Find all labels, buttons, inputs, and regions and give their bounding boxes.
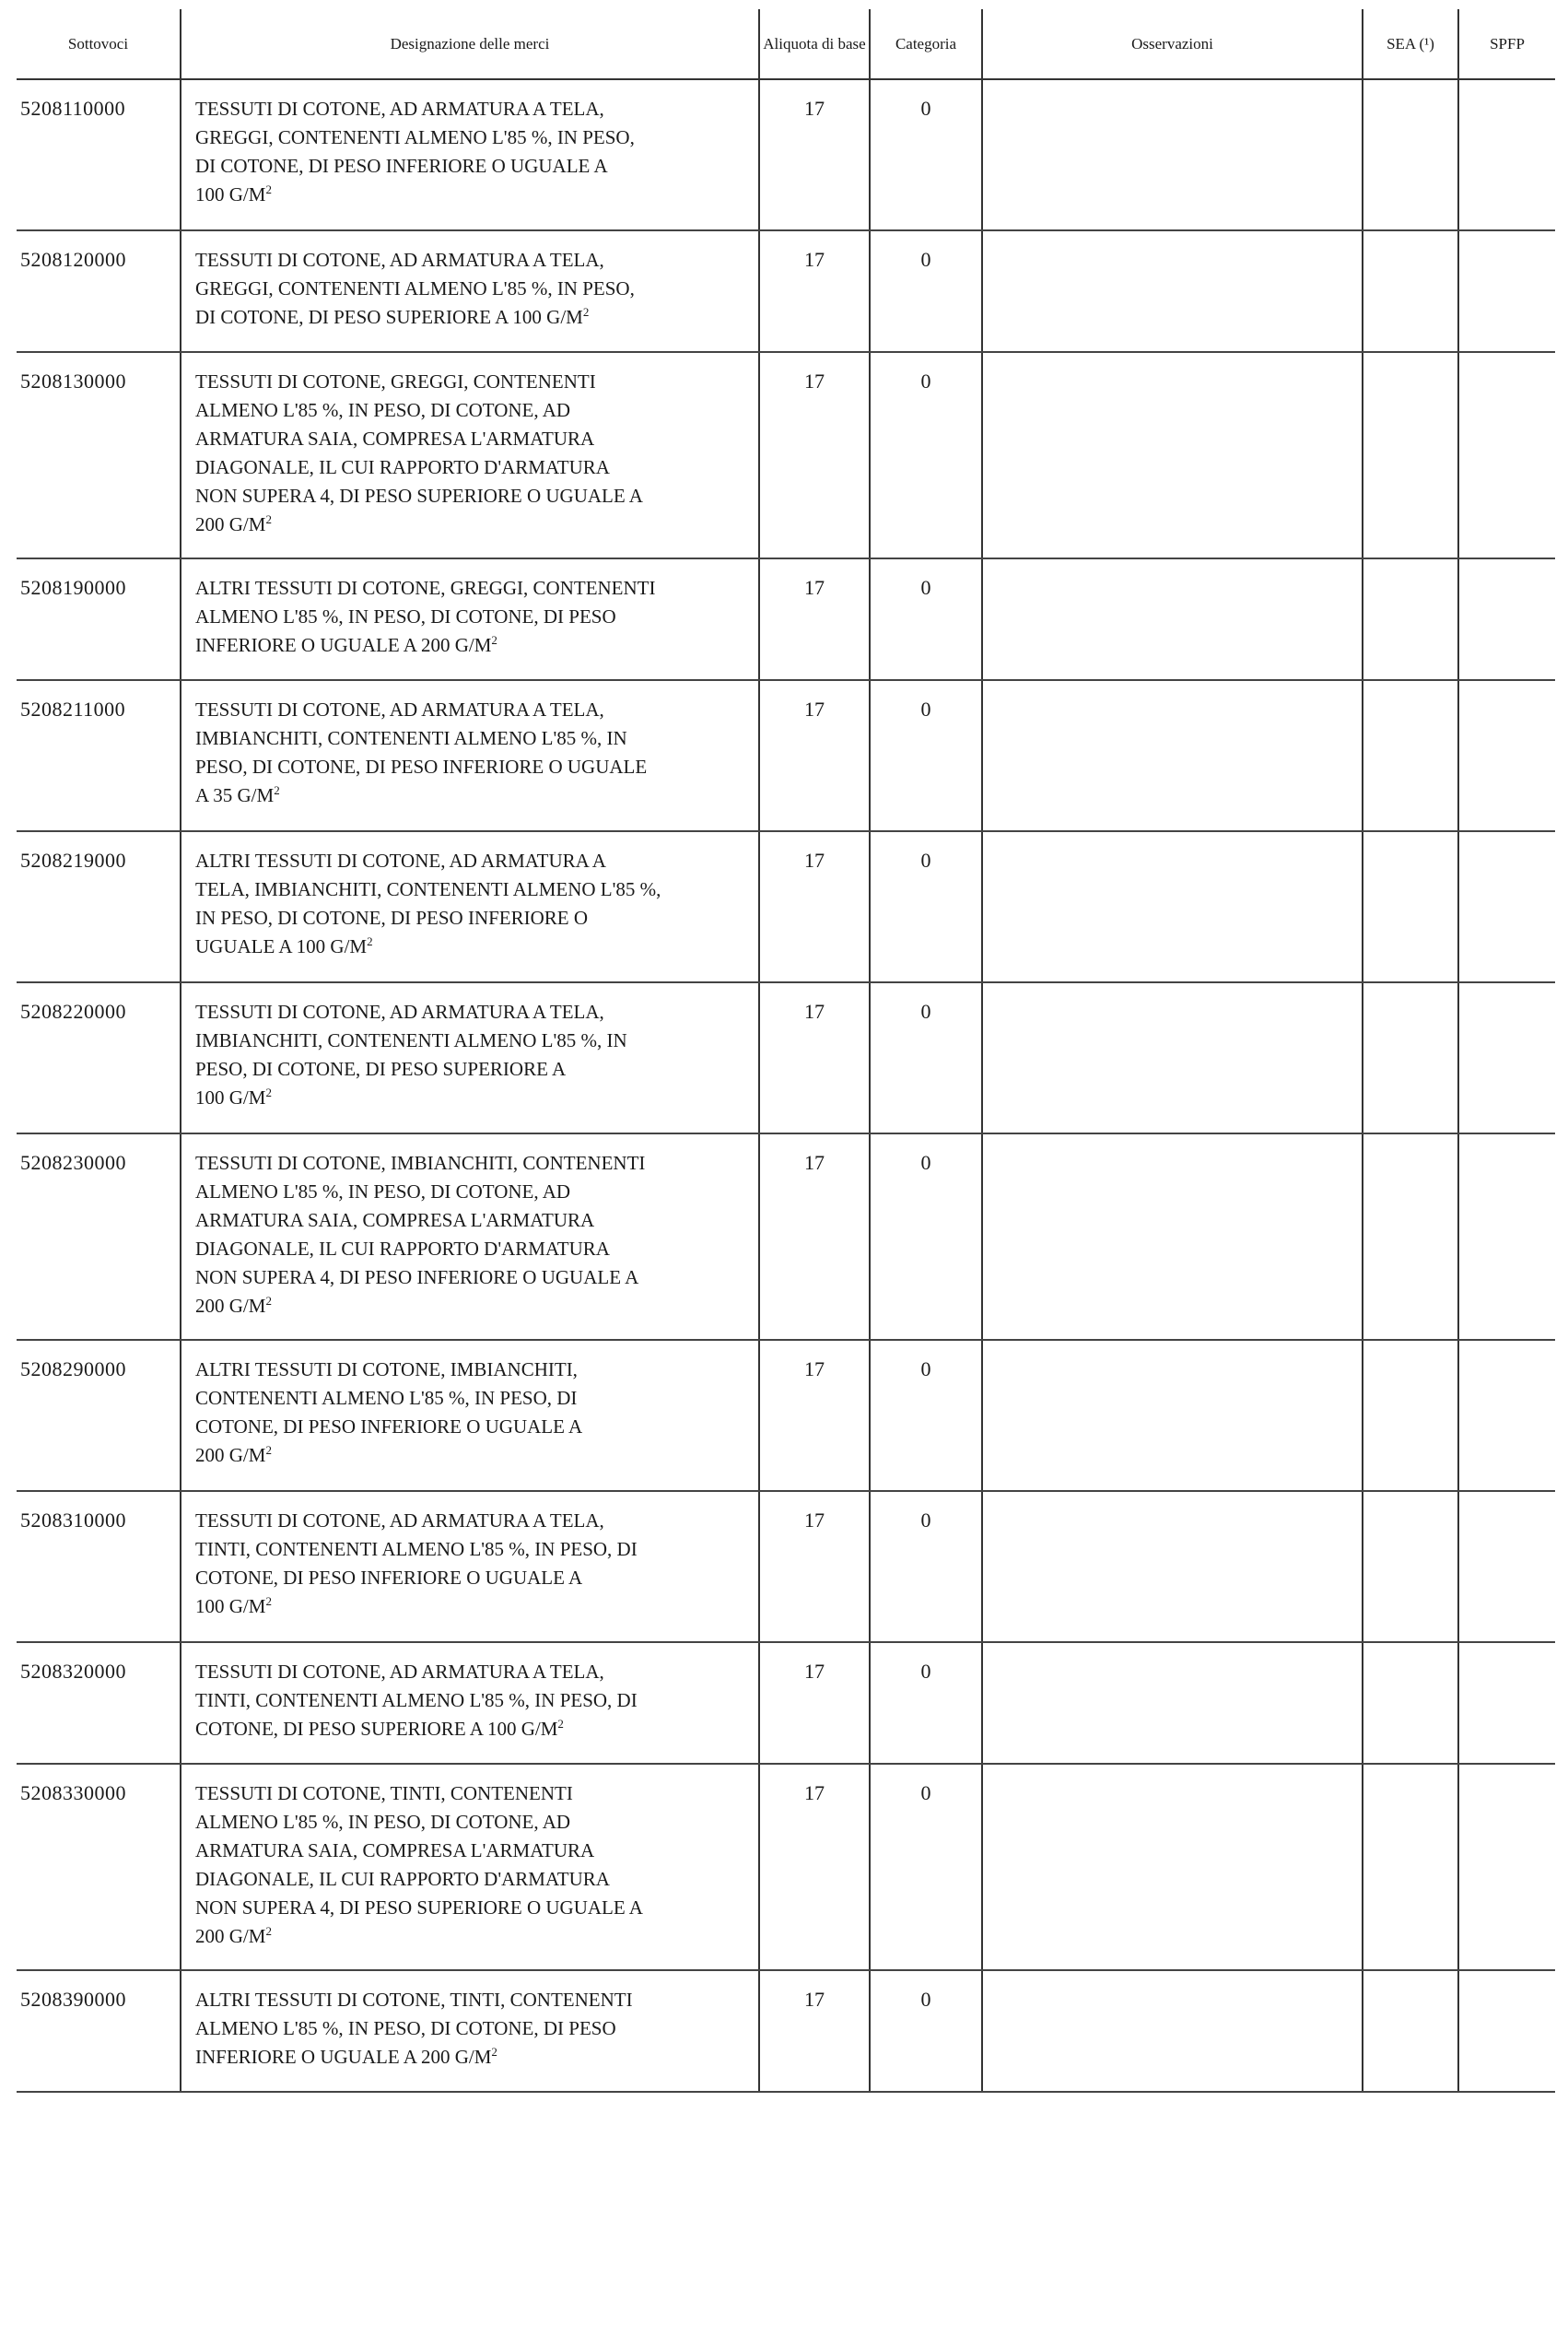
designazione-line: NON SUPERA 4, DI PESO SUPERIORE O UGUALE A [195,1896,643,1919]
cell-sottovoce: 5208190000 [17,558,181,680]
designazione-line: PESO, DI COTONE, DI PESO INFERIORE O UGUALE [195,756,648,778]
cell-osservazioni [982,1970,1363,2092]
designazione-line: ALMENO L'85 %, IN PESO, DI COTONE, AD [195,1180,571,1203]
cell-categoria: 0 [870,1133,982,1340]
designazione-line: 100 $G/M^2$ [195,182,272,205]
designazione-line: ALMENO L'85 %, IN PESO, DI COTONE, AD [195,1811,571,1833]
designazione-line: INFERIORE O UGUALE A 200 $G/M^2$ [195,2045,497,2068]
designazione-line: TESSUTI DI COTONE, AD ARMATURA A TELA, [195,98,604,120]
header-sottovoci: Sottovoci [17,9,181,79]
designazione-line: COTONE, DI PESO SUPERIORE A 100 $G/M^2$ [195,1717,564,1740]
designazione-line: ARMATURA SAIA, COMPRESA L'ARMATURA [195,428,595,450]
table-row [17,680,1555,831]
table-row [17,352,1555,558]
designazione-line: A 35 $G/M^2$ [195,783,280,806]
table-row [17,1491,1555,1642]
designazione-line: DI COTONE, DI PESO INFERIORE O UGUALE A [195,155,608,177]
table-row [17,831,1555,982]
designazione-line: 100 $G/M^2$ [195,1086,272,1109]
cell-categoria: 0 [870,831,982,982]
cell-spfp [1458,230,1555,352]
cell-designazione [181,982,759,1133]
designazione-line: DI COTONE, DI PESO SUPERIORE A 100 $G/M^2$ [195,305,590,328]
cell-sea [1363,230,1458,352]
cell-sottovoce: 5208390000 [17,1970,181,2092]
header-osservazioni: Osservazioni [982,9,1363,79]
tariff-document [17,9,1555,2093]
cell-spfp [1458,1133,1555,1340]
cell-osservazioni [982,79,1363,230]
cell-categoria: 0 [870,1340,982,1491]
designazione-line: NON SUPERA 4, DI PESO INFERIORE O UGUALE A [195,1266,639,1288]
cell-sea [1363,558,1458,680]
cell-sottovoce: 5208310000 [17,1491,181,1642]
table-row [17,1764,1555,1970]
table-body [17,79,1555,2092]
header-sea: SEA (¹) [1363,9,1458,79]
designazione-line: DIAGONALE, IL CUI RAPPORTO D'ARMATURA [195,456,610,478]
cell-osservazioni [982,680,1363,831]
cell-sea [1363,680,1458,831]
cell-sottovoce: 5208320000 [17,1642,181,1764]
cell-sea [1363,1133,1458,1340]
designazione-line: IN PESO, DI COTONE, DI PESO INFERIORE O [195,907,589,929]
cell-spfp [1458,79,1555,230]
cell-spfp [1458,831,1555,982]
designazione-line: 200 $G/M^2$ [195,512,272,535]
cell-sea [1363,831,1458,982]
cell-spfp [1458,680,1555,831]
designazione-line: ALTRI TESSUTI DI COTONE, GREGGI, CONTENENTI [195,577,656,599]
cell-sea [1363,1642,1458,1764]
designazione-line: ALTRI TESSUTI DI COTONE, IMBIANCHITI, [195,1358,578,1380]
cell-sea [1363,1970,1458,2092]
table-row [17,1340,1555,1491]
designazione-line: ALTRI TESSUTI DI COTONE, TINTI, CONTENENTI [195,1989,633,2011]
cell-categoria: 0 [870,1491,982,1642]
cell-sea [1363,1340,1458,1491]
cell-osservazioni [982,1764,1363,1970]
cell-categoria: 0 [870,558,982,680]
designazione-line: 200 $G/M^2$ [195,1294,272,1317]
designazione-line: PESO, DI COTONE, DI PESO SUPERIORE A [195,1058,567,1080]
cell-designazione [181,1642,759,1764]
cell-designazione [181,1133,759,1340]
designazione-line: DIAGONALE, IL CUI RAPPORTO D'ARMATURA [195,1238,610,1260]
cell-osservazioni [982,1642,1363,1764]
designazione-line: TESSUTI DI COTONE, AD ARMATURA A TELA, [195,1001,604,1023]
cell-spfp [1458,1340,1555,1491]
table-row [17,1970,1555,2092]
designazione-line: TINTI, CONTENENTI ALMENO L'85 %, IN PESO, DI [195,1689,638,1711]
designazione-line: ALTRI TESSUTI DI COTONE, AD ARMATURA A [195,850,606,872]
cell-designazione [181,79,759,230]
cell-aliquota: 17 [759,1642,870,1764]
designazione-line: TESSUTI DI COTONE, AD ARMATURA A TELA, [195,249,604,271]
cell-aliquota: 17 [759,1764,870,1970]
table-row [17,230,1555,352]
cell-aliquota: 17 [759,352,870,558]
designazione-line: CONTENENTI ALMENO L'85 %, IN PESO, DI [195,1387,578,1409]
designazione-line: TESSUTI DI COTONE, GREGGI, CONTENENTI [195,370,596,393]
designazione-line: ALMENO L'85 %, IN PESO, DI COTONE, DI PESO [195,2017,616,2039]
cell-sottovoce: 5208130000 [17,352,181,558]
cell-aliquota: 17 [759,79,870,230]
cell-designazione [181,1764,759,1970]
designazione-line: NON SUPERA 4, DI PESO SUPERIORE O UGUALE A [195,485,643,507]
cell-sea [1363,982,1458,1133]
cell-sea [1363,352,1458,558]
cell-designazione [181,831,759,982]
cell-osservazioni [982,352,1363,558]
cell-sottovoce: 5208110000 [17,79,181,230]
cell-osservazioni [982,1133,1363,1340]
cell-categoria: 0 [870,1764,982,1970]
designazione-line: COTONE, DI PESO INFERIORE O UGUALE A [195,1567,583,1589]
cell-spfp [1458,1491,1555,1642]
cell-sottovoce: 5208219000 [17,831,181,982]
designazione-line: 200 $G/M^2$ [195,1924,272,1947]
cell-sottovoce: 5208290000 [17,1340,181,1491]
header-designazione: Designazione delle merci [181,9,759,79]
table-row [17,1133,1555,1340]
cell-categoria: 0 [870,230,982,352]
table-row [17,79,1555,230]
cell-categoria: 0 [870,79,982,230]
designazione-line: ALMENO L'85 %, IN PESO, DI COTONE, DI PESO [195,605,616,628]
designazione-line: COTONE, DI PESO INFERIORE O UGUALE A [195,1415,583,1438]
cell-spfp [1458,1642,1555,1764]
cell-designazione [181,352,759,558]
cell-spfp [1458,1970,1555,2092]
cell-spfp [1458,558,1555,680]
cell-aliquota: 17 [759,558,870,680]
cell-osservazioni [982,1491,1363,1642]
header-aliquota: Aliquota di base [759,9,870,79]
cell-designazione [181,680,759,831]
cell-spfp [1458,982,1555,1133]
cell-aliquota: 17 [759,680,870,831]
cell-aliquota: 17 [759,1970,870,2092]
cell-aliquota: 17 [759,230,870,352]
cell-spfp [1458,352,1555,558]
designazione-line: TESSUTI DI COTONE, TINTI, CONTENENTI [195,1782,573,1804]
cell-designazione [181,1340,759,1491]
cell-aliquota: 17 [759,1133,870,1340]
designazione-line: UGUALE A 100 $G/M^2$ [195,934,373,957]
tariff-table [17,9,1555,2093]
table-row [17,558,1555,680]
table-row [17,1642,1555,1764]
cell-categoria: 0 [870,1642,982,1764]
table-row [17,982,1555,1133]
designazione-line: TINTI, CONTENENTI ALMENO L'85 %, IN PESO, DI [195,1538,638,1560]
cell-sottovoce: 5208230000 [17,1133,181,1340]
cell-osservazioni [982,230,1363,352]
cell-sottovoce: 5208211000 [17,680,181,831]
designazione-line: TESSUTI DI COTONE, AD ARMATURA A TELA, [195,1661,604,1683]
cell-categoria: 0 [870,982,982,1133]
header-spfp: SPFP [1458,9,1555,79]
cell-designazione [181,1970,759,2092]
cell-osservazioni [982,558,1363,680]
table-header-row [17,9,1555,79]
cell-osservazioni [982,831,1363,982]
designazione-line: 100 $G/M^2$ [195,1594,272,1617]
cell-sottovoce: 5208120000 [17,230,181,352]
cell-categoria: 0 [870,352,982,558]
header-categoria: Categoria [870,9,982,79]
designazione-line: GREGGI, CONTENENTI ALMENO L'85 %, IN PESO, [195,126,635,148]
designazione-line: INFERIORE O UGUALE A 200 $G/M^2$ [195,633,497,656]
cell-aliquota: 17 [759,982,870,1133]
cell-sea [1363,1764,1458,1970]
cell-aliquota: 17 [759,1491,870,1642]
designazione-line: IMBIANCHITI, CONTENENTI ALMENO L'85 %, IN [195,1029,627,1051]
designazione-line: ALMENO L'85 %, IN PESO, DI COTONE, AD [195,399,571,421]
designazione-line: TELA, IMBIANCHITI, CONTENENTI ALMENO L'85 %, [195,878,661,900]
designazione-line: IMBIANCHITI, CONTENENTI ALMENO L'85 %, IN [195,727,627,749]
cell-designazione [181,558,759,680]
designazione-line: ARMATURA SAIA, COMPRESA L'ARMATURA [195,1209,595,1231]
cell-osservazioni [982,982,1363,1133]
cell-sottovoce: 5208330000 [17,1764,181,1970]
cell-osservazioni [982,1340,1363,1491]
cell-designazione [181,230,759,352]
designazione-line: GREGGI, CONTENENTI ALMENO L'85 %, IN PESO, [195,277,635,299]
designazione-line: DIAGONALE, IL CUI RAPPORTO D'ARMATURA [195,1868,610,1890]
cell-aliquota: 17 [759,831,870,982]
cell-sea [1363,1491,1458,1642]
designazione-line: TESSUTI DI COTONE, IMBIANCHITI, CONTENENTI [195,1152,646,1174]
designazione-line: 200 $G/M^2$ [195,1443,272,1466]
cell-sottovoce: 5208220000 [17,982,181,1133]
cell-categoria: 0 [870,1970,982,2092]
designazione-line: TESSUTI DI COTONE, AD ARMATURA A TELA, [195,699,604,721]
cell-aliquota: 17 [759,1340,870,1491]
cell-sea [1363,79,1458,230]
cell-categoria: 0 [870,680,982,831]
designazione-line: ARMATURA SAIA, COMPRESA L'ARMATURA [195,1839,595,1861]
designazione-line: TESSUTI DI COTONE, AD ARMATURA A TELA, [195,1509,604,1532]
cell-spfp [1458,1764,1555,1970]
cell-designazione [181,1491,759,1642]
